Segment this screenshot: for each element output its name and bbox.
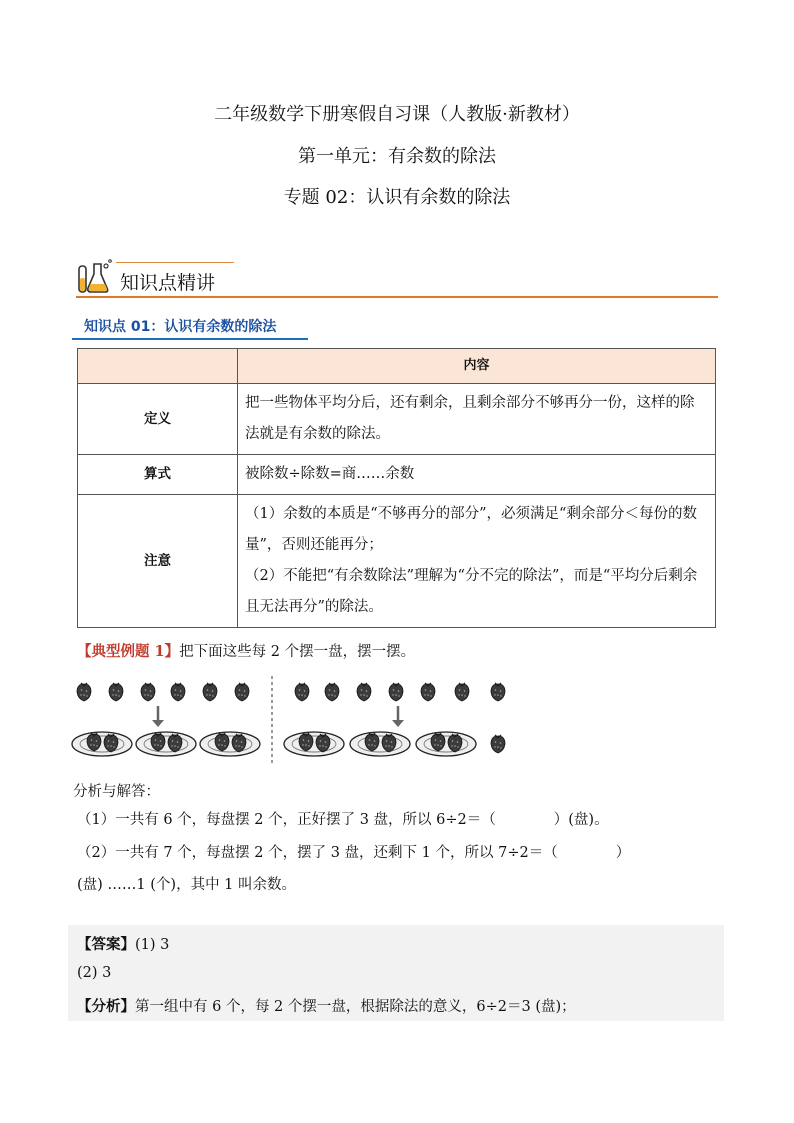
table-row	[78, 495, 716, 628]
example-tag: 【典型例题 1】	[77, 643, 180, 660]
question-1: （1）一共有 6 个，每盘摆 2 个，正好摆了 3 盘，所以 6÷2＝（ ）(盘)。	[77, 812, 609, 828]
group-2	[284, 683, 505, 756]
section-header	[76, 258, 718, 298]
note-2: （2）不能把“有余数除法”理解为“分不完的除法”，而是“平均分后剩余且无法再分”的除法。	[245, 568, 698, 615]
unit-title: 第一单元：有余数的除法	[298, 146, 496, 167]
row-label: 算式	[78, 455, 238, 495]
analysis-title: 分析与解答：	[73, 784, 160, 800]
example-text: 把下面这些每 2 个摆一盘，摆一摆。	[179, 644, 416, 660]
group-1	[72, 683, 260, 756]
question-2-cont: (盘) ……1 (个)，其中 1 叫余数。	[77, 877, 297, 893]
answer-1: (1) 3	[135, 937, 170, 953]
analysis-tag: 【分析】	[77, 998, 135, 1015]
note-1: （1）余数的本质是“不够再分的部分”，必须满足“剩余部分＜每份的数量”，否则还能再分；	[245, 506, 697, 553]
answer-box	[68, 925, 724, 1021]
strawberry-illustration	[70, 672, 520, 766]
knowledge-point-title: 知识点 01：认识有余数的除法	[84, 319, 277, 335]
analysis-text: 第一组中有 6 个，每 2 个摆一盘，根据除法的意义，6÷2＝3 (盘)；	[135, 999, 576, 1015]
table-header: 内容	[238, 349, 716, 384]
table-row	[78, 455, 716, 495]
row-content: 把一些物体平均分后，还有剩余，且剩余部分不够再分一份，这样的除法就是有余数的除法。	[238, 384, 716, 455]
row-label: 注意	[78, 495, 238, 628]
answer-2: (2) 3	[77, 965, 112, 981]
topic-title: 专题 02：认识有余数的除法	[283, 187, 511, 208]
answer-tag: 【答案】	[77, 936, 135, 953]
table-row	[78, 384, 716, 455]
example-line	[77, 640, 415, 661]
section-title: 知识点精讲	[120, 272, 216, 294]
row-content: 被除数÷除数=商……余数	[238, 455, 716, 495]
flask-icon	[76, 258, 114, 296]
doc-title: 二年级数学下册寒假自习课（人教版·新教材）	[214, 104, 580, 125]
row-content	[238, 495, 716, 628]
knowledge-table	[77, 348, 716, 628]
question-2: （2）一共有 7 个，每盘摆 2 个，摆了 3 盘，还剩下 1 个，所以 7÷2＝（ ）	[77, 845, 631, 861]
row-label: 定义	[78, 384, 238, 455]
table-header-empty	[78, 349, 238, 384]
